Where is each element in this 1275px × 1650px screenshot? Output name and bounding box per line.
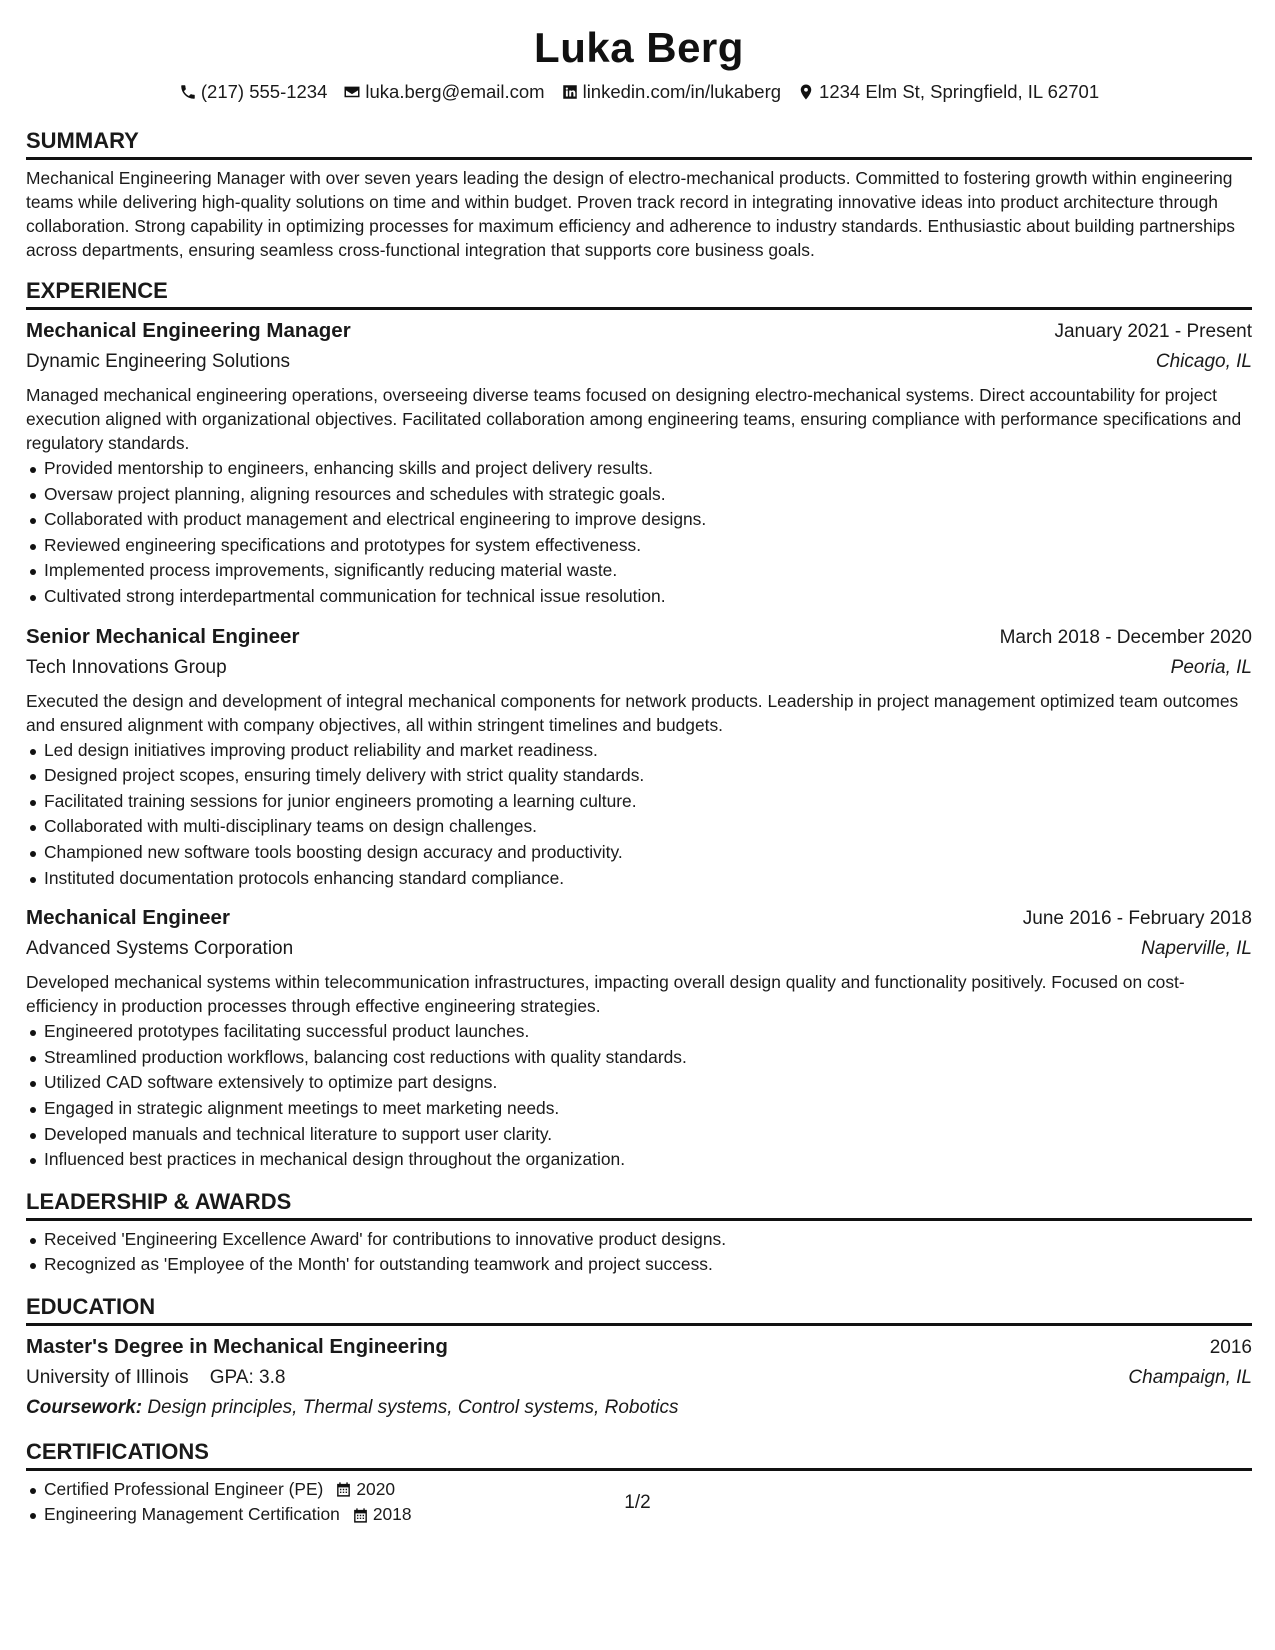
list-item: Implemented process improvements, significantly reducing material waste. xyxy=(26,558,1252,584)
education-section xyxy=(26,1292,1252,1423)
section-title-summary: SUMMARY xyxy=(26,126,1252,160)
list-item: Led design initiatives improving product reliability and market readiness. xyxy=(26,738,1252,764)
school-line xyxy=(26,1363,285,1392)
certification-name: Engineering Management Certification xyxy=(44,1504,340,1525)
linkedin-link[interactable]: linkedin.com/in/lukaberg xyxy=(582,81,782,102)
certification-year: 2020 xyxy=(356,1478,396,1499)
job-dates: January 2021 - Present xyxy=(1054,321,1252,342)
job-entry xyxy=(26,903,1252,1173)
list-item: Influenced best practices in mechanical design throughout the organization. xyxy=(26,1147,1252,1173)
coursework-list: Design principles, Thermal systems, Control systems, Robotics xyxy=(147,1396,679,1418)
resume-page xyxy=(26,22,1252,1528)
section-title-education: EDUCATION xyxy=(26,1292,1252,1326)
list-item: Instituted documentation protocols enhancing standard compliance. xyxy=(26,866,1252,892)
job-location: Peoria, IL xyxy=(1170,656,1252,678)
job-dates: March 2018 - December 2020 xyxy=(999,626,1252,648)
job-title: Mechanical Engineering Manager xyxy=(26,319,351,342)
job-title: Senior Mechanical Engineer xyxy=(26,624,300,648)
job-title: Mechanical Engineer xyxy=(26,906,230,930)
list-item: Cultivated strong interdepartmental communication for technical issue resolution. xyxy=(26,584,1252,610)
contact-address xyxy=(797,80,1099,104)
list-item: Streamlined production workflows, balancing cost reductions with quality standards. xyxy=(26,1045,1252,1071)
contact-bar xyxy=(26,80,1252,104)
awards-list xyxy=(26,1227,1252,1278)
school-location: Champaign, IL xyxy=(1128,1366,1252,1388)
company-name: Dynamic Engineering Solutions xyxy=(26,351,291,372)
job-bullets xyxy=(26,738,1252,892)
job-dates: June 2016 - February 2018 xyxy=(1022,908,1252,930)
awards-section xyxy=(26,1187,1252,1278)
list-item: Collaborated with product management and electrical engineering to improve designs. xyxy=(26,507,1252,533)
certification-name: Certified Professional Engineer (PE) xyxy=(44,1478,324,1499)
contact-phone xyxy=(179,80,328,104)
job-bullets xyxy=(26,1019,1252,1173)
list-item: Provided mentorship to engineers, enhancing skills and project delivery results. xyxy=(26,456,1252,482)
job-location: Naperville, IL xyxy=(1141,938,1252,960)
coursework-label: Coursework: xyxy=(26,1396,143,1418)
list-item: Oversaw project planning, aligning resources and schedules with strategic goals. xyxy=(26,482,1252,508)
contact-email[interactable] xyxy=(343,80,544,104)
job-bullets xyxy=(26,456,1252,610)
list-item: Championed new software tools boosting design accuracy and productivity. xyxy=(26,840,1252,866)
phone-icon xyxy=(179,83,197,101)
email-link[interactable]: luka.berg@email.com xyxy=(365,81,545,102)
certifications-section xyxy=(26,1437,1252,1528)
school-name: University of Illinois xyxy=(26,1366,189,1388)
list-item: Received 'Engineering Excellence Award' for contributions to innovative product designs. xyxy=(26,1227,1252,1253)
job-description: Executed the design and development of integral mechanical components for network products. Leadership in project management optimized team outcomes and ensured alignment with company objectives, all within stringent timelines and budgets. xyxy=(26,690,1239,735)
list-item: Developed manuals and technical literature to support user clarity. xyxy=(26,1122,1252,1148)
envelope-icon xyxy=(343,83,361,101)
section-title-awards: LEADERSHIP & AWARDS xyxy=(26,1187,1252,1221)
list-item: Facilitated training sessions for junior engineers promoting a learning culture. xyxy=(26,789,1252,815)
list-item: Reviewed engineering specifications and prototypes for system effectiveness. xyxy=(26,533,1252,559)
linkedin-icon xyxy=(561,83,579,101)
job-description: Managed mechanical engineering operations, overseeing diverse teams focused on designing electro-mechanical systems. Direct accountability for project execution aligned with organizational objectives. Facilitated collaboration among engineering teams, ensuring compliance with performance specifications and regulatory standards. xyxy=(26,385,1242,453)
map-pin-icon xyxy=(797,83,815,101)
list-item: Engineered prototypes facilitating successful product launches. xyxy=(26,1019,1252,1045)
summary-section xyxy=(26,126,1252,262)
job-entry xyxy=(26,316,1252,610)
job-entry xyxy=(26,622,1252,892)
contact-linkedin[interactable] xyxy=(561,80,781,104)
job-location: Chicago, IL xyxy=(1155,351,1252,372)
job-description: Developed mechanical systems within telecommunication infrastructures, impacting overall design quality and functionality positively. Focused on cost-efficiency in production processes through effective engineering strategies. xyxy=(26,972,1185,1017)
list-item: Recognized as 'Employee of the Month' for outstanding teamwork and project success. xyxy=(26,1252,1252,1278)
company-name: Advanced Systems Corporation xyxy=(26,938,294,960)
summary-text: Mechanical Engineering Manager with over seven years leading the design of electro-mechanical products. Committed to fostering growth within engineering teams while delivering high-quality solutions on time and within budget. Proven track record in integrating innovative ideas into product architecture through collaboration. Strong capability in optimizing processes for maximum efficiency and adherence to industry standards. Enthusiastic about building partnerships across departments, ensuring seamless cross-functional integration that supports core business goals. xyxy=(26,168,1235,260)
list-item: Designed project scopes, ensuring timely delivery with strict quality standards. xyxy=(26,763,1252,789)
gpa: GPA: 3.8 xyxy=(209,1366,286,1388)
page-number: 1/2 xyxy=(624,1492,651,1513)
list-item: Engaged in strategic alignment meetings to meet marketing needs. xyxy=(26,1096,1252,1122)
address-text: 1234 Elm St, Springfield, IL 62701 xyxy=(819,81,1100,102)
list-item: Utilized CAD software extensively to optimize part designs. xyxy=(26,1070,1252,1096)
candidate-name: Luka Berg xyxy=(534,24,744,71)
certification-year: 2018 xyxy=(372,1504,412,1525)
list-item: Collaborated with multi-disciplinary teams on design challenges. xyxy=(26,814,1252,840)
degree-title: Master's Degree in Mechanical Engineering xyxy=(26,1334,448,1358)
company-name: Tech Innovations Group xyxy=(26,656,227,678)
coursework xyxy=(26,1393,1252,1423)
section-title-experience: EXPERIENCE xyxy=(26,276,1252,310)
section-title-certifications: CERTIFICATIONS xyxy=(26,1437,1252,1471)
experience-section xyxy=(26,276,1252,1173)
phone-text: (217) 555-1234 xyxy=(200,81,328,102)
graduation-year: 2016 xyxy=(1209,1336,1252,1358)
